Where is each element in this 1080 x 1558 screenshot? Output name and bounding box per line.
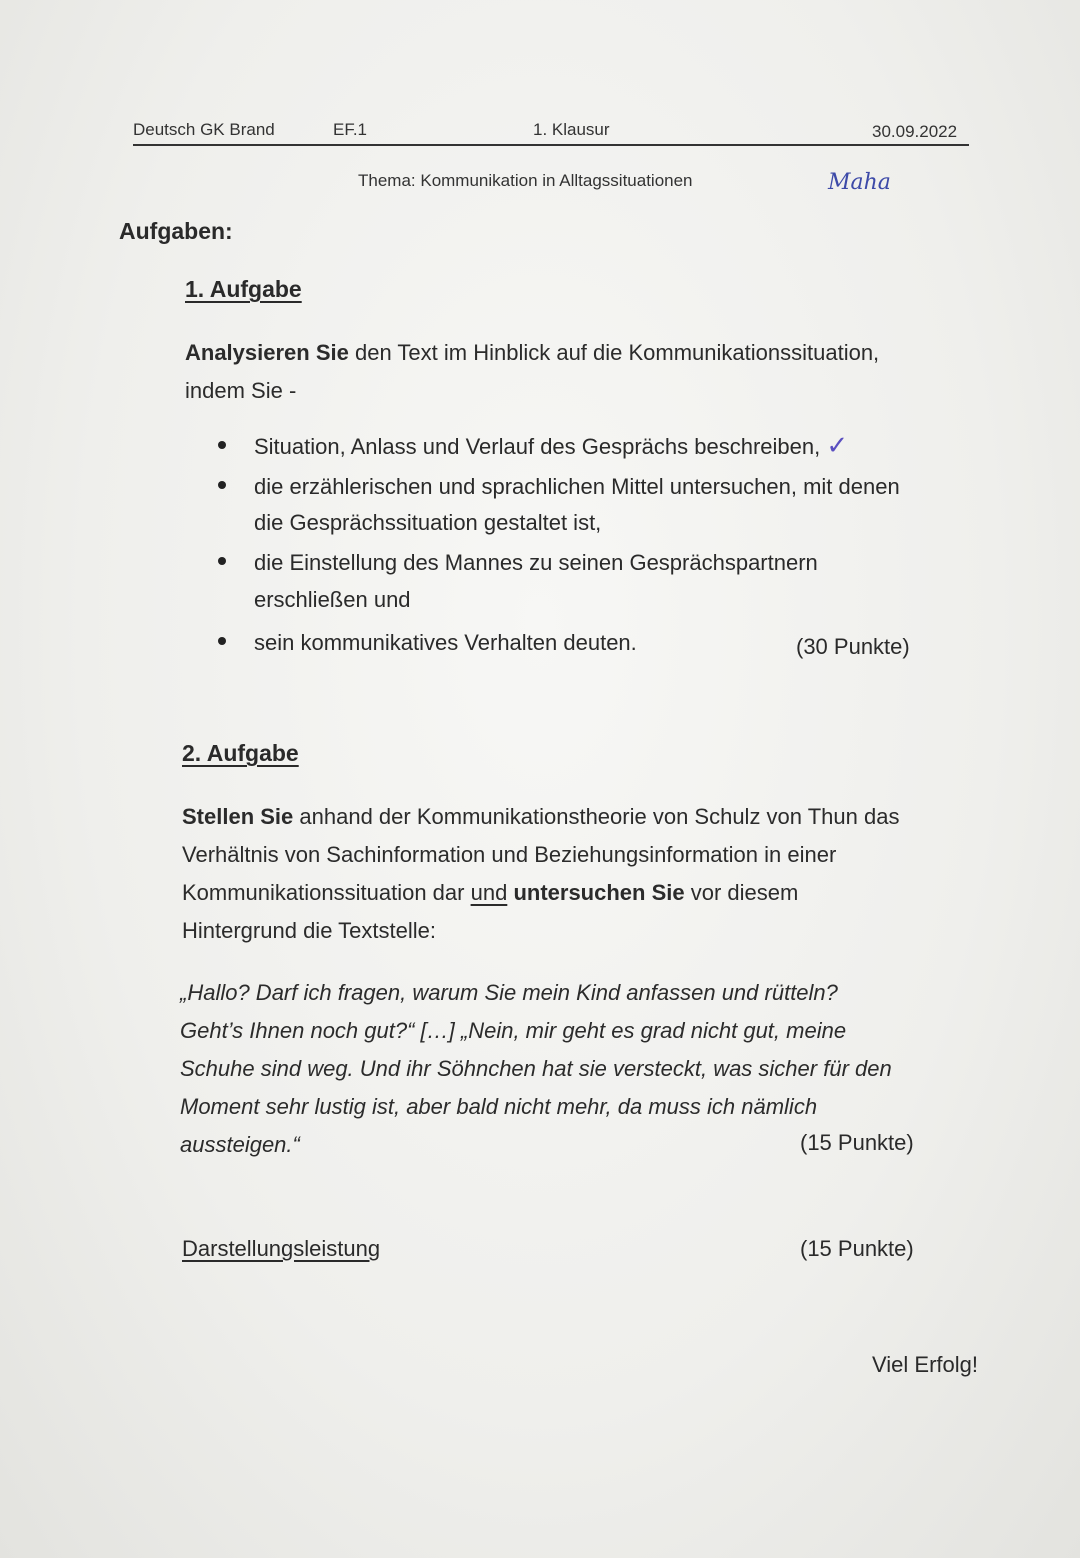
closing-text: Viel Erfolg! [872, 1352, 978, 1377]
bullet-dot-icon [218, 481, 226, 489]
handwritten-name: Maha [828, 170, 891, 195]
task2-title: 2. Aufgabe [182, 740, 299, 766]
grade-label: EF.1 [333, 120, 368, 139]
task1-bullet-1: Situation, Anlass und Verlauf des Gesprächs beschreiben, ✓ [218, 430, 848, 461]
task1-bullet-2-cont: die Gesprächssituation gestaltet ist, [254, 510, 602, 535]
exam-label: 1. Klausur [533, 120, 610, 139]
presentation-label: Darstellungsleistung [182, 1236, 381, 1261]
course-label: Deutsch GK Brand [133, 120, 275, 139]
check-mark-icon: ✓ [826, 430, 849, 460]
task2-instructions: Stellen Sie anhand der Kommunikationstheorie von Schulz von Thun das Verhältnis von Sachinformation und Beziehungsinformation in einer Kommunikationssituation dar und untersuchen Sie vor diesem Hintergrund die Textstelle: [182, 804, 900, 943]
bullet-dot-icon [218, 441, 226, 449]
task1-bullet-3: die Einstellung des Mannes zu seinen Gesprächspartnern [218, 550, 818, 576]
task1-title: 1. Aufgabe [185, 276, 302, 302]
tasks-title: Aufgaben: [119, 218, 233, 244]
task1-bullet-2: die erzählerischen und sprachlichen Mittel untersuchen, mit denen [218, 474, 900, 500]
task1-intro [185, 334, 1005, 410]
task1-intro-rest: den Text im Hinblick auf die Kommunikationssituation, [348, 340, 880, 365]
topic-label: Thema: Kommunikation in Alltagssituationen [358, 171, 693, 190]
bullet-dot-icon [218, 637, 226, 645]
header-rule [133, 144, 969, 146]
bullet-dot-icon [218, 557, 226, 565]
task1-bullet-3-cont: erschließen und [254, 587, 411, 612]
task1-intro-line2: indem Sie - [185, 378, 297, 403]
task2-points: (15 Punkte) [800, 1130, 914, 1155]
presentation-points: (15 Punkte) [800, 1236, 914, 1261]
task1-points: (30 Punkte) [796, 634, 910, 659]
date-label: 30.09.2022 [872, 122, 958, 141]
task2-quote: „Hallo? Darf ich fragen, warum Sie mein Kind anfassen und rütteln? Geht’s Ihnen noch gut?“ […] „Nein, mir geht es grad nicht gut, meine Schuhe sind weg. Und ihr Söhnchen hat sie versteckt, was sicher für den Moment sehr lustig ist, aber bald nicht mehr, da muss ich nämlich aussteigen.“ [180, 980, 892, 1157]
task1-bullet-4: sein kommunikatives Verhalten deuten. [218, 630, 637, 656]
task1-intro-bold: Analysieren Sie [185, 340, 349, 365]
